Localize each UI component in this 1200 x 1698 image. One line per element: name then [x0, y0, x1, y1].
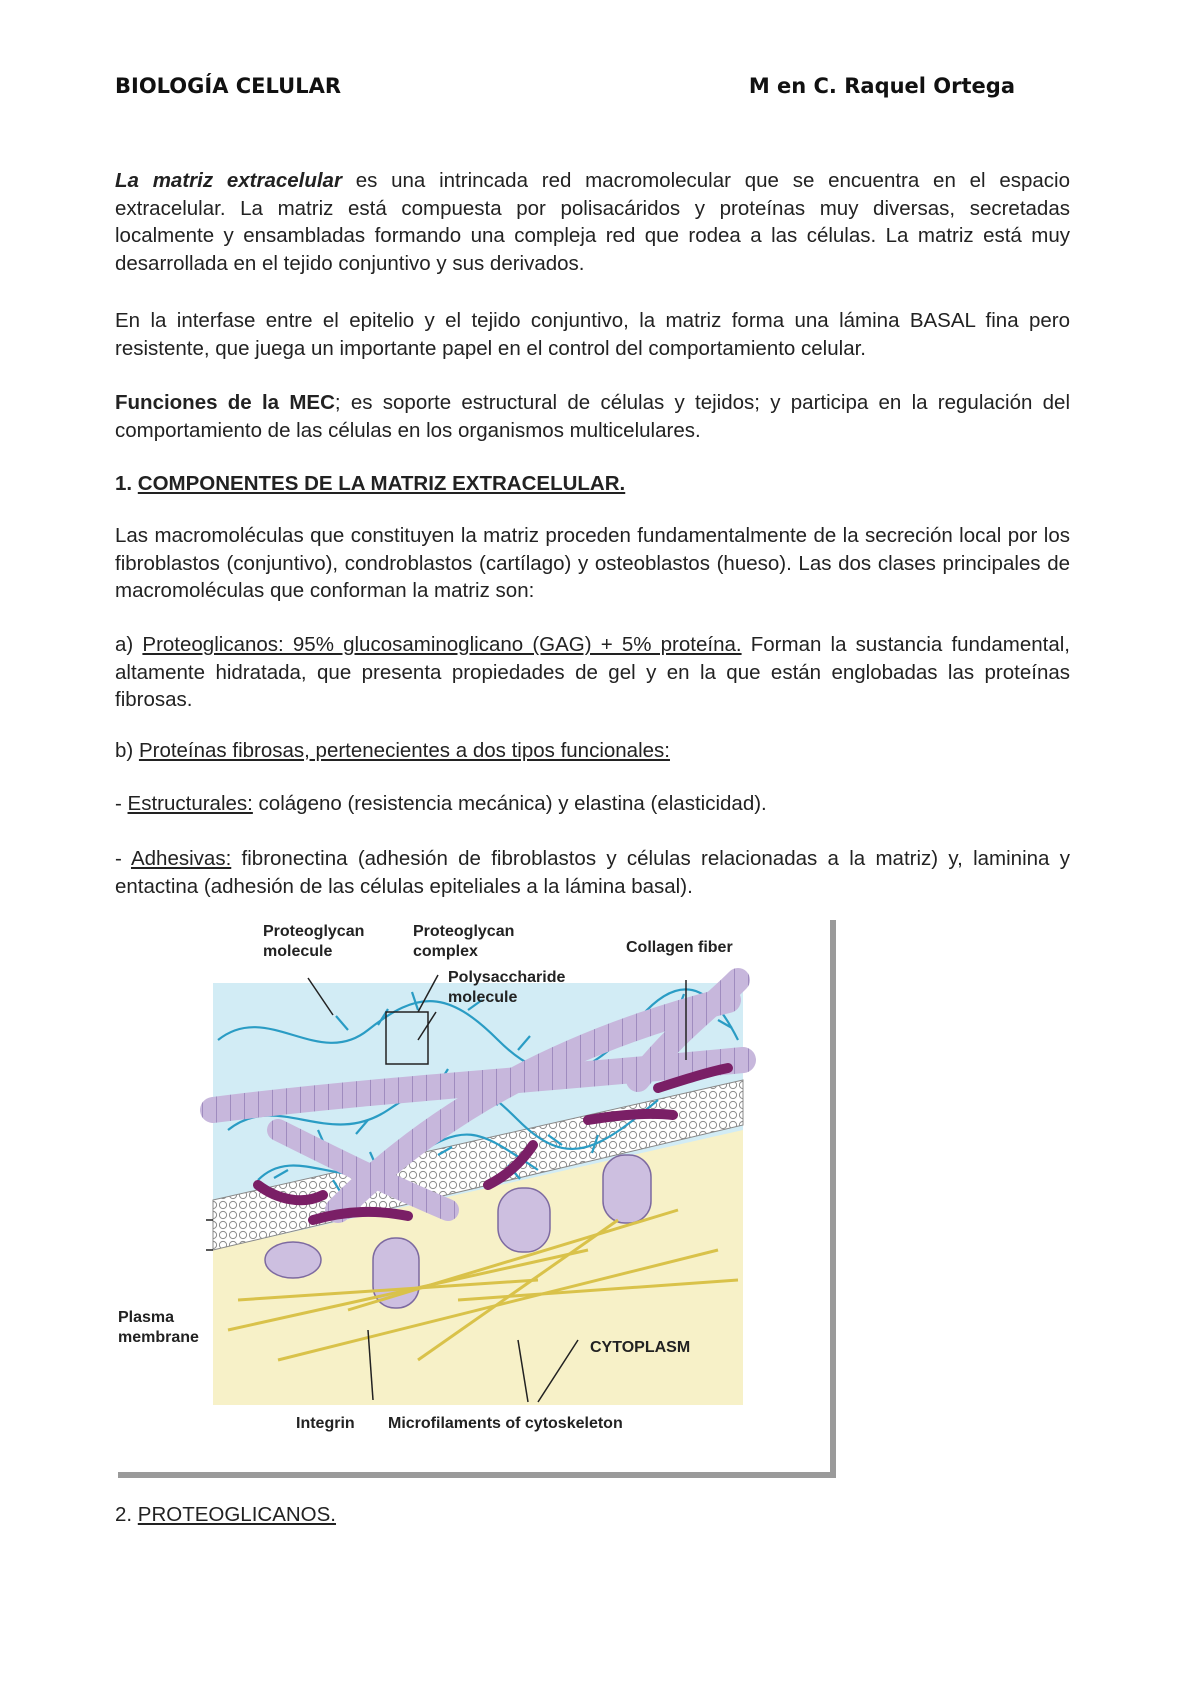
- structural-prefix: -: [115, 792, 128, 815]
- section-1-number: 1.: [115, 472, 138, 495]
- components-text: Las macromoléculas que constituyen la matriz proceden fundamentalmente de la secreción local por los fibroblastos (conjuntivo), condroblastos (cartílago) y osteoblastos (hueso). Las dos clases principales de macromoléculas que conforman la matriz son:: [115, 524, 1070, 602]
- components-paragraph: [115, 522, 1070, 605]
- functions-term: Funciones de la MEC: [115, 391, 335, 414]
- section-1-heading: [115, 470, 1070, 498]
- label-plasma-membrane: Plasma membrane: [118, 1309, 199, 1346]
- adhesive-paragraph: [115, 845, 1070, 900]
- section-2-number: 2.: [115, 1503, 138, 1526]
- adhesive-prefix: -: [115, 847, 131, 870]
- structural-text: colágeno (resistencia mecánica) y elastina (elasticidad).: [252, 792, 767, 815]
- functions-text: ; es soporte estructural de células y tejidos; y participa en la regulación del comportamiento de las células en los organismos multicelulares.: [115, 391, 1071, 442]
- item-b-prefix: b): [115, 739, 139, 762]
- course-title: BIOLOGÍA CELULAR: [115, 74, 342, 98]
- section-1-title: COMPONENTES DE LA MATRIZ EXTRACELULAR.: [137, 472, 626, 495]
- intro-paragraph: [115, 167, 1070, 277]
- label-integrin: Integrin: [296, 1415, 355, 1432]
- page-header: [115, 74, 1015, 104]
- item-a-text: Forman la sustancia fundamental, altamente hidratada, que presenta propiedades de gel y en la que están englobadas las proteínas fibrosas.: [115, 633, 1070, 711]
- item-a-underlined: Proteoglicanos: 95% glucosaminoglicano (GAG) + 5% proteína.: [142, 633, 742, 656]
- section-2-heading: [115, 1501, 1070, 1529]
- author-name: M en C. Raquel Ortega: [748, 74, 1015, 98]
- adhesive-text: fibronectina (adhesión de fibroblastos y células relacionadas a la matriz) y, laminina y entactina (adhesión de las células epiteliales a la lámina basal).: [115, 847, 1070, 898]
- intro-text: es una intrincada red macromolecular que se encuentra en el espacio extracelular. La matriz está compuesta por polisacáridos y proteínas muy diversas, secretadas localmente y ensambladas formando una compleja red que rodea a las células. La matriz está muy desarrollada en el tejido conjuntivo y sus derivados.: [115, 169, 1070, 275]
- label-collagen-fiber: Collagen fiber: [626, 939, 733, 956]
- item-b-underlined: Proteínas fibrosas, pertenecientes a dos tipos funcionales:: [138, 739, 670, 762]
- intro-term: La matriz extracelular: [115, 169, 342, 192]
- basal-text: En la interfase entre el epitelio y el tejido conjuntivo, la matriz forma una lámina BASAL fina pero resistente, que juega un importante papel en el control del comportamiento celular.: [115, 309, 1070, 360]
- basal-paragraph: [115, 307, 1070, 362]
- label-polysaccharide-molecule: Polysaccharide molecule: [448, 969, 566, 1006]
- ecm-figure: [118, 920, 836, 1478]
- label-proteoglycan-complex: Proteoglycan complex: [413, 923, 515, 960]
- section-2-title: PROTEOGLICANOS.: [137, 1503, 337, 1526]
- label-cytoplasm: CYTOPLASM: [590, 1339, 691, 1356]
- structural-underlined: Estructurales:: [127, 792, 253, 815]
- item-a-prefix: a): [115, 633, 143, 656]
- item-a-paragraph: [115, 631, 1070, 714]
- structural-paragraph: [115, 790, 1070, 818]
- adhesive-underlined: Adhesivas:: [130, 847, 232, 870]
- label-microfilaments: Microfilaments of cytoskeleton: [388, 1415, 623, 1432]
- functions-paragraph: [115, 389, 1070, 444]
- label-proteoglycan-molecule: Proteoglycan molecule: [263, 923, 365, 960]
- item-b-paragraph: [115, 737, 1070, 765]
